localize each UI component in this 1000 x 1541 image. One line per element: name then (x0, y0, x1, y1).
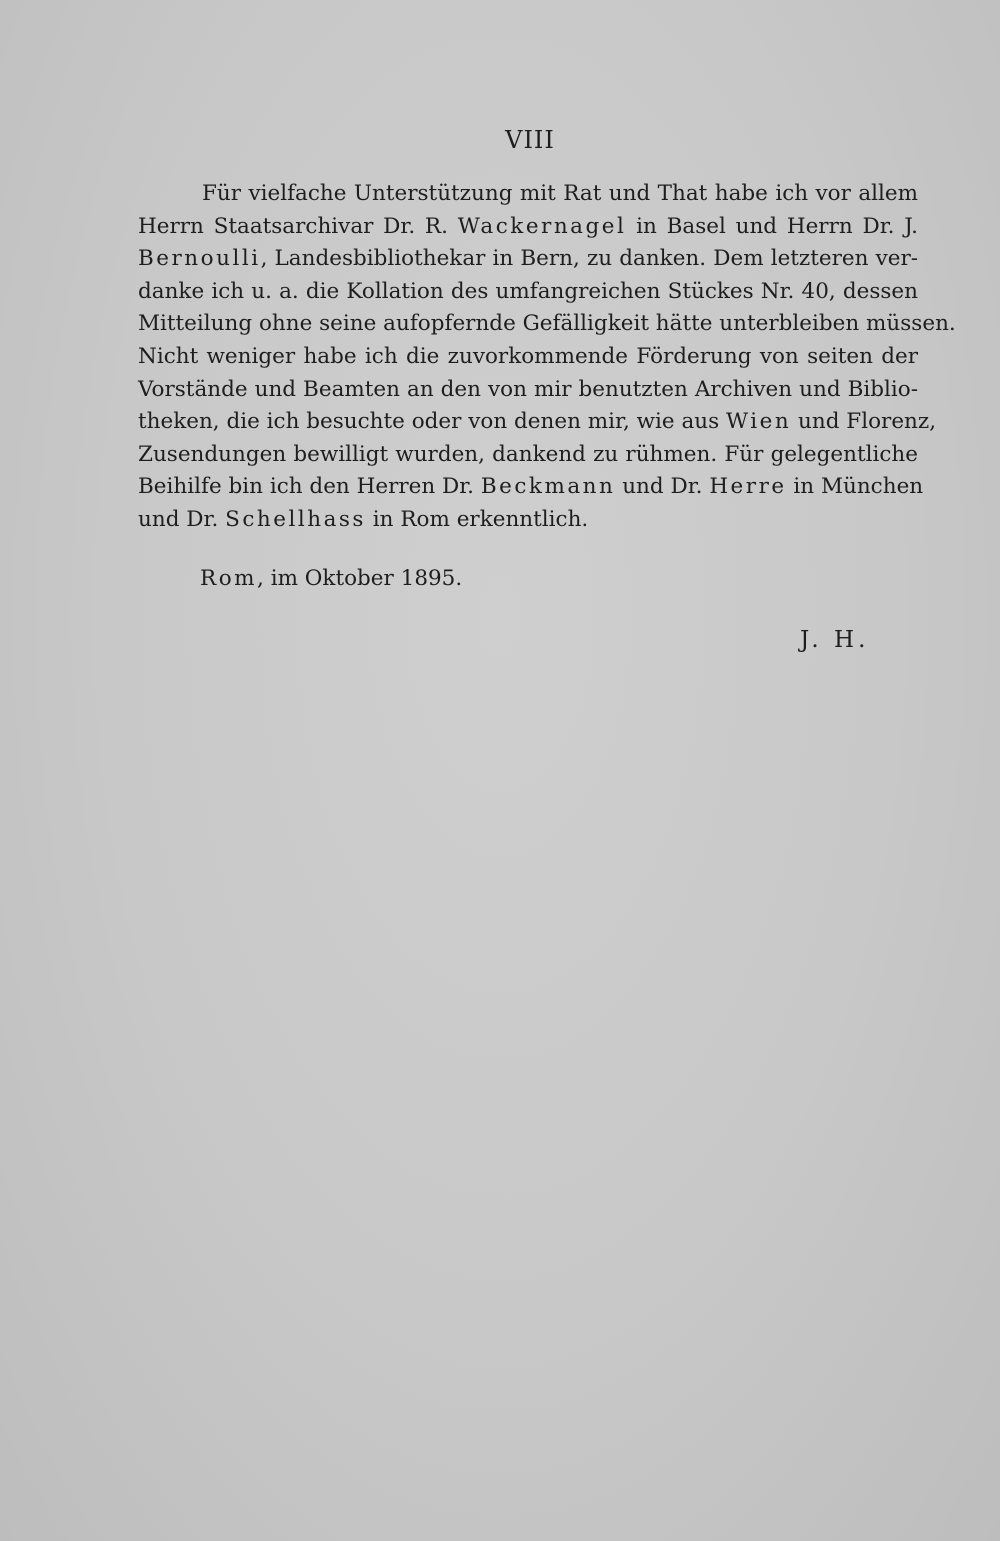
spaced-name: Wien (726, 409, 792, 435)
text-run: in München (786, 474, 924, 500)
spaced-name: Herre (709, 474, 787, 500)
spaced-name: Schellhass (225, 506, 366, 532)
text-run: Nicht weniger habe ich die zuvorkommende Förderung von seiten der (138, 343, 918, 369)
text-run: theken, die ich besuchte oder von denen mir, wie aus (138, 409, 726, 435)
text-run: Mitteilung ohne seine aufopfernde Gefälligkeit hätte unterbleiben müssen. (138, 311, 956, 337)
paragraph-line-7 (138, 374, 918, 407)
text-run: und Dr. (615, 474, 710, 500)
text-run: in Rom erkenntlich. (365, 506, 589, 532)
spaced-name: Wackernagel (457, 213, 627, 239)
paragraph-line-8 (138, 406, 937, 439)
text-run: , Landesbibliothekar in Bern, zu danken. Dem letzteren ver- (260, 246, 918, 272)
paragraph-line-5 (138, 308, 956, 341)
dateline-place: Rom (200, 566, 258, 591)
dateline (200, 563, 462, 595)
spaced-name: Beckmann (480, 474, 616, 500)
dateline-date: , im Oktober 1895. (257, 566, 463, 591)
preface-paragraph (138, 178, 956, 537)
signature-initials: J. H. (800, 627, 870, 653)
paragraph-line-6 (138, 341, 918, 374)
paragraph-line-2 (138, 211, 918, 244)
text-run: danke ich u. a. die Kollation des umfangreichen Stückes Nr. 40, dessen (138, 278, 918, 304)
spaced-name: Bernoulli (138, 246, 261, 272)
text-run: und Dr. (138, 506, 226, 532)
text-run: Beihilfe bin ich den Herren Dr. (138, 474, 481, 500)
paragraph-line-11 (138, 504, 918, 537)
paragraph-line-10 (138, 471, 924, 504)
text-run: Zusendungen bewilligt wurden, dankend zu rühmen. Für gelegentliche (138, 441, 918, 467)
paragraph-line-3 (138, 243, 918, 276)
text-run: Herrn Staatsarchivar Dr. R. (138, 213, 458, 239)
text-run: Für vielfache Unterstützung mit Rat und That habe ich vor allem (202, 181, 918, 206)
text-run: und Florenz, (791, 409, 937, 435)
text-run: in Basel und Herrn Dr. J. (626, 213, 918, 239)
text-run: Vorstände und Beamten an den von mir benutzten Archiven und Biblio- (138, 376, 918, 402)
paragraph-line-1 (138, 178, 918, 211)
page-number: VIII (505, 126, 555, 154)
paragraph-line-9 (138, 439, 918, 472)
paragraph-line-4 (138, 276, 918, 309)
